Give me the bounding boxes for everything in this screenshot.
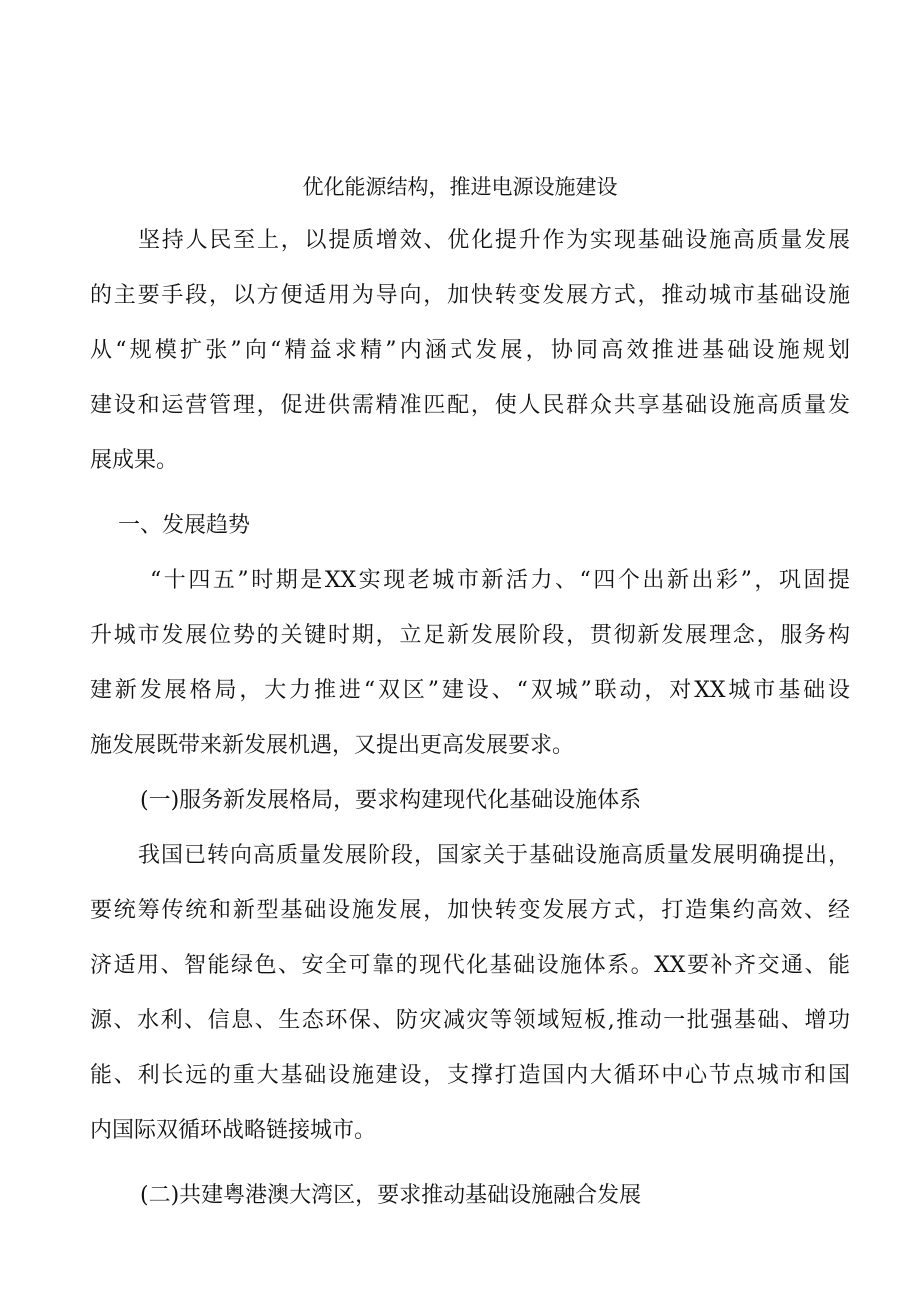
intro-paragraph-line-2: 的主要手段，以方便适用为导向，加快转变发展方式，推动城市基础设施: [90, 283, 850, 308]
subsection1-paragraph-line-1: 我国已转向高质量发展阶段，国家关于基础设施高质量发展明确提出，: [138, 843, 850, 868]
intro-paragraph-line-4: 建设和运营管理，促进供需精准匹配，使人民群众共享基础设施高质量发: [90, 393, 850, 418]
intro-paragraph-line-1: 坚持人民至上，以提质增效、优化提升作为实现基础设施高质量发展: [138, 228, 850, 253]
subsection1-paragraph-line-4: 源、水利、信息、生态环保、防灾减灾等领域短板,推动一批强基础、增功: [90, 1008, 850, 1033]
trends-paragraph-line-3: 建新发展格局，大力推进“双区”建设、“双城”联动，对XX城市基础设: [90, 678, 850, 703]
section-heading-trends: 一、发展趋势: [118, 513, 251, 538]
subsection1-paragraph-line-5: 能、利长远的重大基础设施建设，支撑打造国内大循环中心节点城市和国: [90, 1063, 850, 1088]
subsection-heading-2: (二)共建粤港澳大湾区，要求推动基础设施融合发展: [140, 1183, 642, 1208]
subsection-heading-1: (一)服务新发展格局，要求构建现代化基础设施体系: [140, 788, 642, 813]
subsection1-paragraph-line-3: 济适用、智能绿色、安全可靠的现代化基础设施体系。XX要补齐交通、能: [90, 953, 850, 978]
document-title: 优化能源结构，推进电源设施建设: [302, 175, 618, 199]
subsection1-paragraph-line-6: 内国际双循环战略链接城市。: [90, 1118, 377, 1143]
trends-paragraph-line-1: “十四五”时期是XX实现老城市新活力、“四个出新出彩”，巩固提: [150, 568, 850, 593]
trends-paragraph-line-4: 施发展既带来新发展机遇，又提出更高发展要求。: [90, 733, 575, 758]
subsection1-paragraph-line-2: 要统筹传统和新型基础设施发展，加快转变发展方式，打造集约高效、经: [90, 898, 850, 923]
trends-paragraph-line-2: 升城市发展位势的关键时期，立足新发展阶段，贯彻新发展理念，服务构: [90, 623, 850, 648]
intro-paragraph-line-5: 展成果。: [90, 448, 179, 473]
intro-paragraph-line-3: 从“规模扩张”向“精益求精”内涵式发展，协同高效推进基础设施规划: [90, 338, 850, 363]
